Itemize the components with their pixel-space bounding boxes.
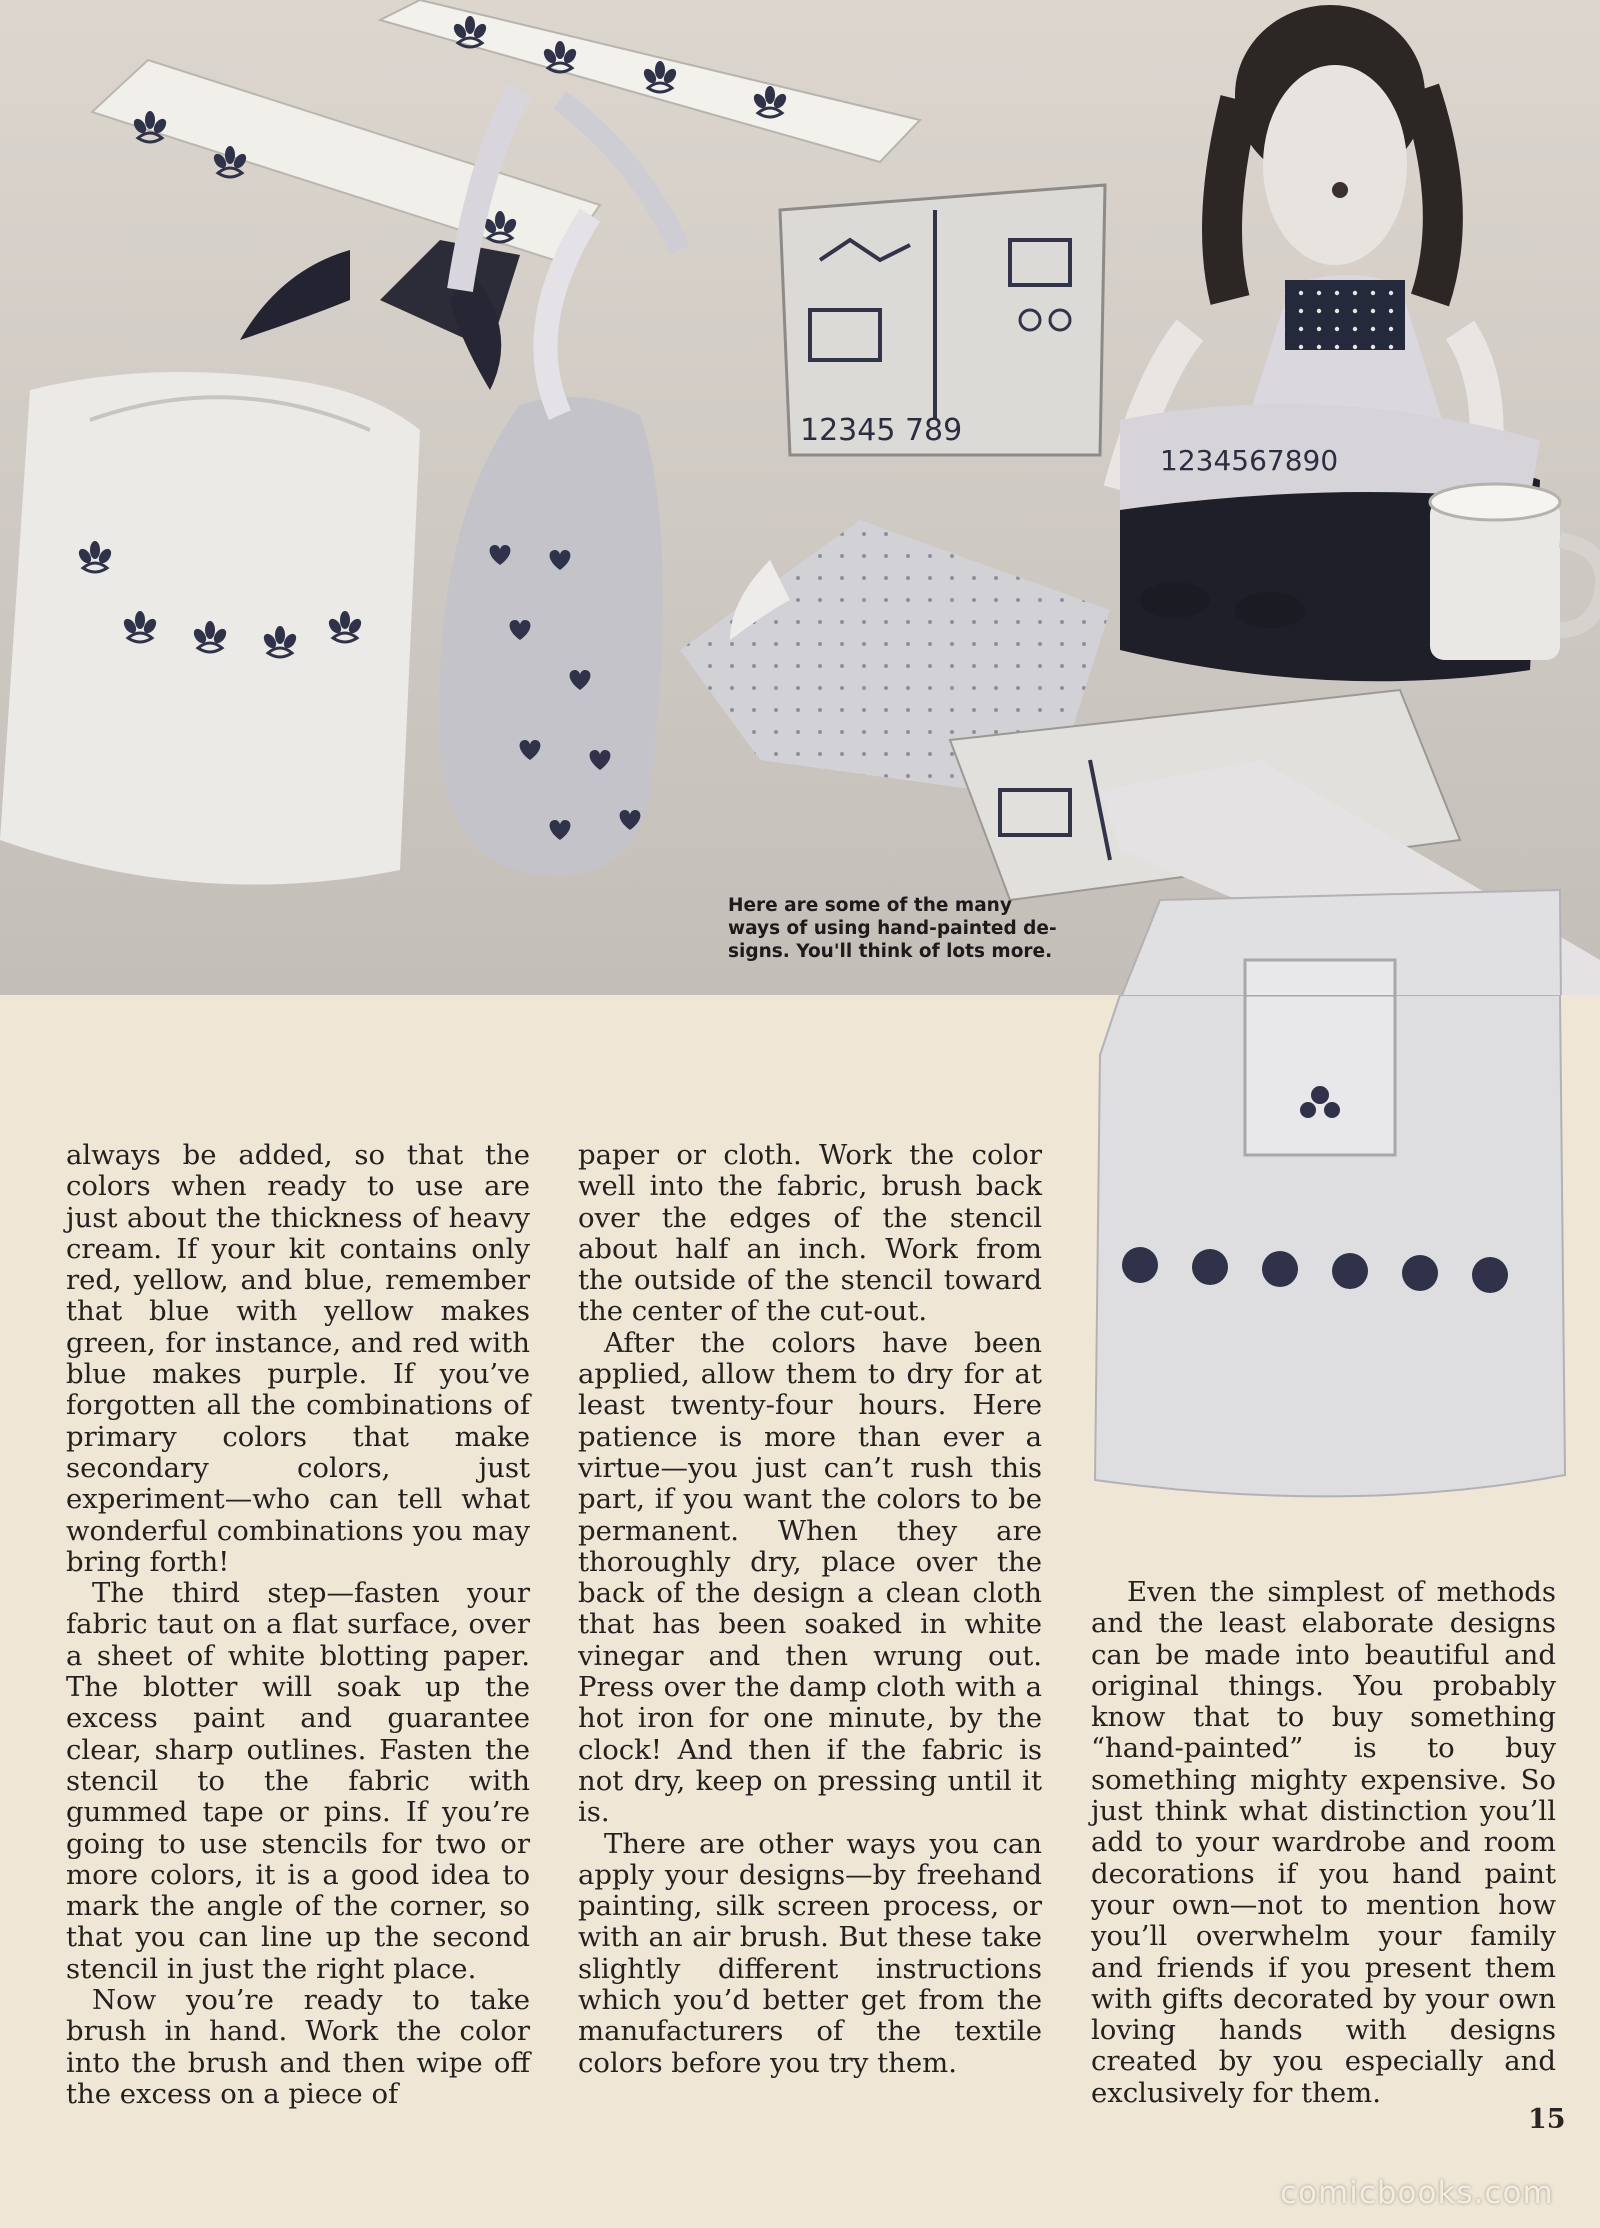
paragraph: paper or cloth. Work the color well into the fabric, brush back over the edges of the stencil about half an inch. Work from the outside of the stencil toward the center of the cut-out. [578, 1139, 1042, 1328]
apron-lower [1080, 995, 1600, 1555]
painted-blouse [0, 372, 420, 885]
craft-photo [0, 0, 1600, 995]
page-number: 15 [1528, 2104, 1566, 2135]
paragraph: There are other ways you can apply your designs—by freehand painting, silk screen process, or with an air brush. But these take slightly different instructions which you’d better get from the manufacturers of the textile colors before you try them. [578, 1827, 1042, 2079]
caption-line: ways of using hand-painted de- [728, 918, 1057, 939]
article-column-3 [1091, 1577, 1556, 2109]
apron-numbers: 1234567890 [1160, 444, 1339, 477]
paragraph: After the colors have been applied, allow them to dry for at least twenty-four hours. Here patience is more than ever a virtue—you just can’t rush this part, if you want the colors to be permanent. When they are thoroughly dry, place over the back of the design a clean cloth that has been soaked in white vinegar and then wrung out. Press over the damp cloth with a hot iron for one minute, by the clock! And then if the fabric is not dry, keep on pressing until it is. [578, 1326, 1042, 1829]
caption-line: Here are some of the many [728, 895, 1012, 916]
paragraph: Even the simplest of methods and the least elaborate designs can be made into beautiful and original things. You probably know that to buy something “hand-painted” is to buy something mighty expensive. So just think what distinction you’ll add to your wardrobe and room decorations if you hand paint your own—not to mention how you’ll overwhelm your family and friends if you present them with gifts decorated by your own loving hands with designs created by you especially and exclusively for them. [1091, 1576, 1556, 2109]
paragraph: always be added, so that the colors when ready to use are just about the thickness of heavy cream. If your kit contains only red, yellow, and blue, remember that blue with yellow makes green, for instance, and red with blue makes purple. If you’ve forgotten all the combinations of primary colors that make secondary colors, just experiment—who can tell what wonderful combinations you may bring forth! [66, 1139, 530, 1578]
article-column-1 [66, 1140, 530, 2110]
white-mug [1430, 484, 1600, 660]
watermark: comicbooks.com [1280, 2175, 1554, 2211]
photo-illustration [0, 0, 1600, 995]
photo-caption [728, 894, 1083, 963]
article-column-2 [578, 1140, 1042, 2079]
caption-line: signs. You'll think of lots more. [728, 941, 1053, 962]
doll-sampler-book [780, 185, 1105, 455]
paragraph: The third step—fasten your fabric taut on a flat surface, over a sheet of white blotting paper. The blotter will soak up the excess paint and guarantee clear, sharp outlines. Fasten the stencil to the fabric with gummed tape or pins. If you’re going to use stencils for two or more colors, it is a good idea to mark the angle of the corner, so that you can line up the second stencil in just the right place. [66, 1577, 530, 1985]
paragraph: Now you’re ready to take brush in hand. Work the color into the brush and then wipe off the excess on a piece of [66, 1984, 530, 2110]
sampler-numbers: 12345 789 [800, 413, 963, 448]
